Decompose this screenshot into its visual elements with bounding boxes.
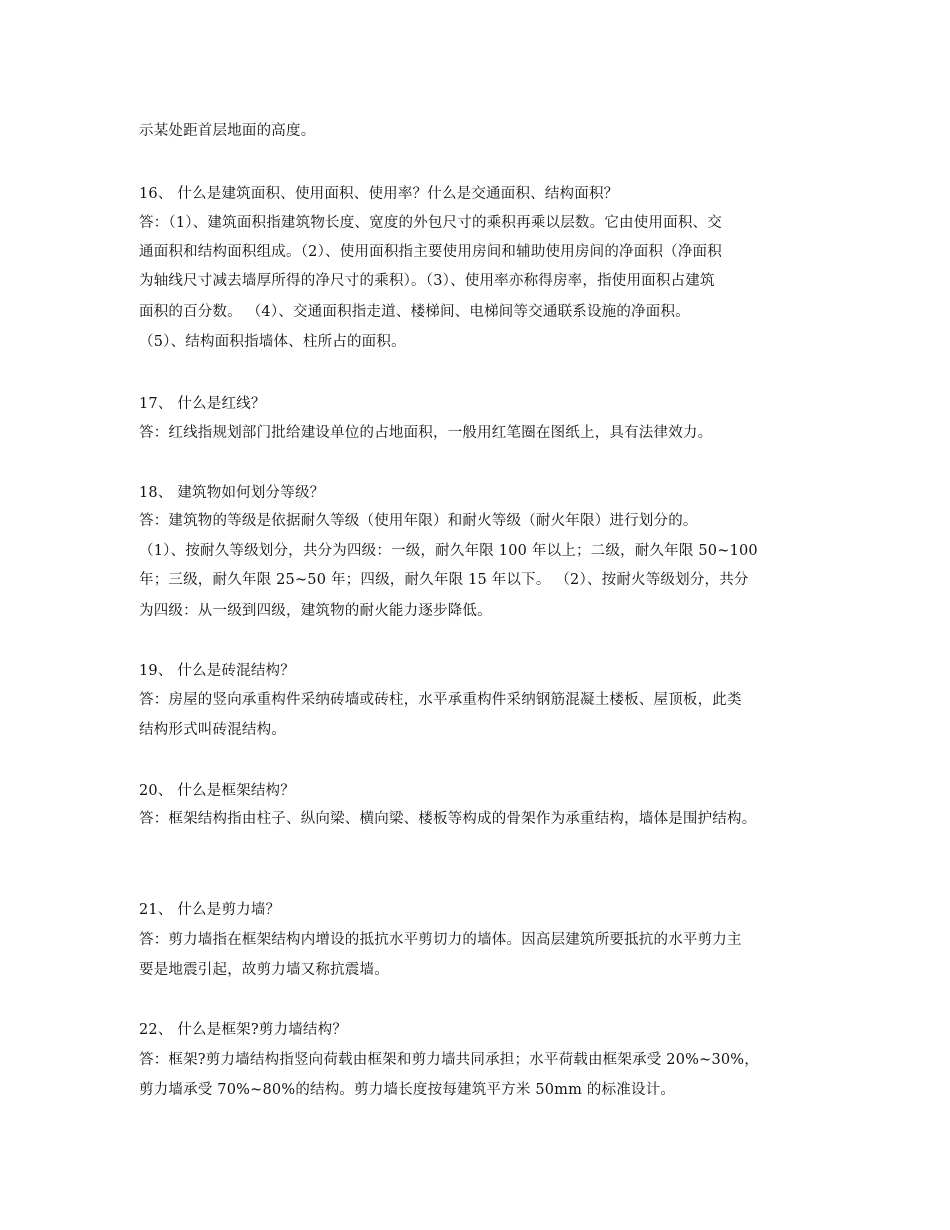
question-19: 19、 什么是砖混结构？ xyxy=(139,663,295,679)
answer-16-line-3: 为轴线尺寸减去墙厚所得的净尺寸的乘积）。（3）、使用率亦称得房率，指使用面积占建筑 xyxy=(139,273,715,289)
answer-21-line-2: 要是地震引起，故剪力墙又称抗震墙。 xyxy=(139,962,389,978)
answer-21-line-1: 答：剪力墙指在框架结构内增设的抵抗水平剪切力的墙体。因高层建筑所要抵抗的水平剪力主 xyxy=(139,932,742,948)
answer-19-line-1: 答：房屋的竖向承重构件采纳砖墙或砖柱，水平承重构件采纳钢筋混凝土楼板、屋顶板，此类 xyxy=(139,692,742,708)
answer-18-line-2: （1）、按耐久等级划分，共分为四级：一级，耐久年限 100 年以上；二级，耐久年限 50~100 xyxy=(139,543,758,559)
answer-16-line-1: 答：（1）、建筑面积指建筑物长度、宽度的外包尺寸的乘积再乘以层数。它由使用面积、交 xyxy=(139,215,722,231)
answer-20-line-1: 答：框架结构指由柱子、纵向梁、横向梁、楼板等构成的骨架作为承重结构，墙体是围护结构。 xyxy=(139,811,757,827)
answer-18-line-1: 答：建筑物的等级是依据耐久等级（使用年限）和耐火等级（耐火年限）进行划分的。 xyxy=(139,513,698,529)
question-20: 20、 什么是框架结构？ xyxy=(139,783,295,799)
question-18: 18、 建筑物如何划分等级？ xyxy=(139,485,325,501)
question-21: 21、 什么是剪力墙？ xyxy=(139,902,281,918)
question-22: 22、 什么是框架?剪力墙结构？ xyxy=(139,1022,348,1038)
answer-22-line-2: 剪力墙承受 70%~80%的结构。剪力墙长度按每建筑平方米 50mm 的标准设计。 xyxy=(139,1082,676,1098)
answer-17-line-1: 答：红线指规划部门批给建设单位的占地面积，一般用红笔圈在图纸上，具有法律效力。 xyxy=(139,425,713,441)
answer-18-line-4: 为四级：从一级到四级，建筑物的耐火能力逐步降低。 xyxy=(139,603,492,619)
question-16: 16、 什么是建筑面积、使用面积、使用率？什么是交通面积、结构面积？ xyxy=(139,186,619,202)
answer-16-line-2: 通面积和结构面积组成。（2）、使用面积指主要使用房间和辅助使用房间的净面积（净面积 xyxy=(139,244,722,260)
answer-19-line-2: 结构形式叫砖混结构。 xyxy=(139,722,286,738)
answer-16-line-4: 面积的百分数。 （4）、交通面积指走道、楼梯间、电梯间等交通联系设施的净面积。 xyxy=(139,304,690,320)
answer-16-line-5: （5）、结构面积指墙体、柱所占的面积。 xyxy=(139,334,406,350)
continuation-text: 示某处距首层地面的高度。 xyxy=(139,123,316,139)
question-17: 17、 什么是红线？ xyxy=(139,396,266,412)
answer-18-line-3: 年；三级，耐久年限 25~50 年；四级，耐久年限 15 年以下。 （2）、按耐火等级划分，共分 xyxy=(139,572,749,588)
answer-22-line-1: 答：框架?剪力墙结构指竖向荷载由框架和剪力墙共同承担；水平荷载由框架承受 20%~30%， xyxy=(139,1052,759,1068)
